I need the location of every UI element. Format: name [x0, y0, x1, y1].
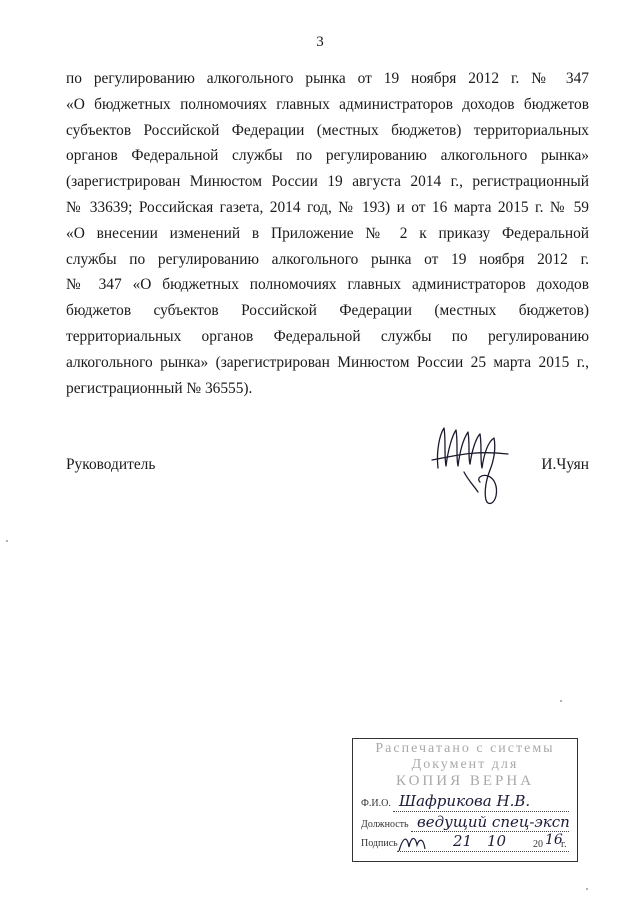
- body-line: алкогольного рынка» (зарегистрирован Минюстом России 25 марта 2015 г.,: [66, 353, 589, 371]
- stamp-fio-label: Ф.И.О.: [361, 798, 391, 809]
- scan-speck: [6, 540, 8, 542]
- body-line: по регулированию алкогольного рынка от 19 ноября 2012 г. № 347: [66, 70, 589, 87]
- body-line: регистрационный № 36555).: [66, 379, 253, 397]
- body-line: субъектов Российской Федерации (местных бюджетов) территориальных: [66, 121, 589, 139]
- certification-stamp: [352, 738, 578, 862]
- stamp-faded-line: Документ для: [411, 757, 519, 772]
- stamp-date-suffix: г.: [561, 839, 567, 850]
- body-line: службы по регулированию алкогольного рынка от 19 ноября 2012 г.: [66, 250, 589, 268]
- stamp-fio-value: Шафрикова Н.В.: [399, 792, 531, 810]
- body-line: «О бюджетных полномочиях главных администраторов доходов бюджетов: [66, 95, 589, 113]
- body-line: бюджетов субъектов Российской Федерации (местных бюджетов): [66, 302, 589, 320]
- stamp-signature-mark: [397, 831, 427, 859]
- body-line: территориальных органов Федеральной службы по регулированию: [66, 327, 589, 345]
- body-line: «О внесении изменений в Приложение № 2 к приказу Федеральной: [66, 224, 589, 242]
- stamp-signature-label: Подпись: [361, 838, 398, 849]
- signer-name: И.Чуян: [541, 456, 589, 473]
- stamp-position-value: ведущий спец-эксп: [417, 813, 570, 831]
- handwritten-signature: [424, 420, 520, 515]
- stamp-faded-line: Распечатано с системы: [375, 741, 555, 756]
- scan-speck: [560, 700, 562, 702]
- stamp-date-month: 10: [487, 832, 507, 850]
- stamp-date-year-prefix: 20: [533, 839, 543, 850]
- page-number: 3: [316, 34, 324, 50]
- body-line: органов Федеральной службы по регулированию алкогольного рынка»: [66, 147, 589, 165]
- document-body: [66, 66, 589, 401]
- stamp-faded-line: КОПИЯ ВЕРНА: [395, 773, 535, 789]
- stamp-position-label: Должность: [361, 819, 409, 830]
- signer-title: Руководитель: [66, 456, 156, 473]
- body-line: № 33639; Российская газета, 2014 год, № 193) и от 16 марта 2015 г. № 59: [66, 198, 589, 216]
- scan-speck: [586, 888, 588, 890]
- stamp-date-year: 16: [545, 832, 563, 848]
- body-line: (зарегистрирован Минюстом России 19 августа 2014 г., регистрационный: [66, 173, 589, 191]
- body-line: № 347 «О бюджетных полномочиях главных администраторов доходов: [66, 276, 589, 294]
- stamp-date-day: 21: [453, 832, 473, 850]
